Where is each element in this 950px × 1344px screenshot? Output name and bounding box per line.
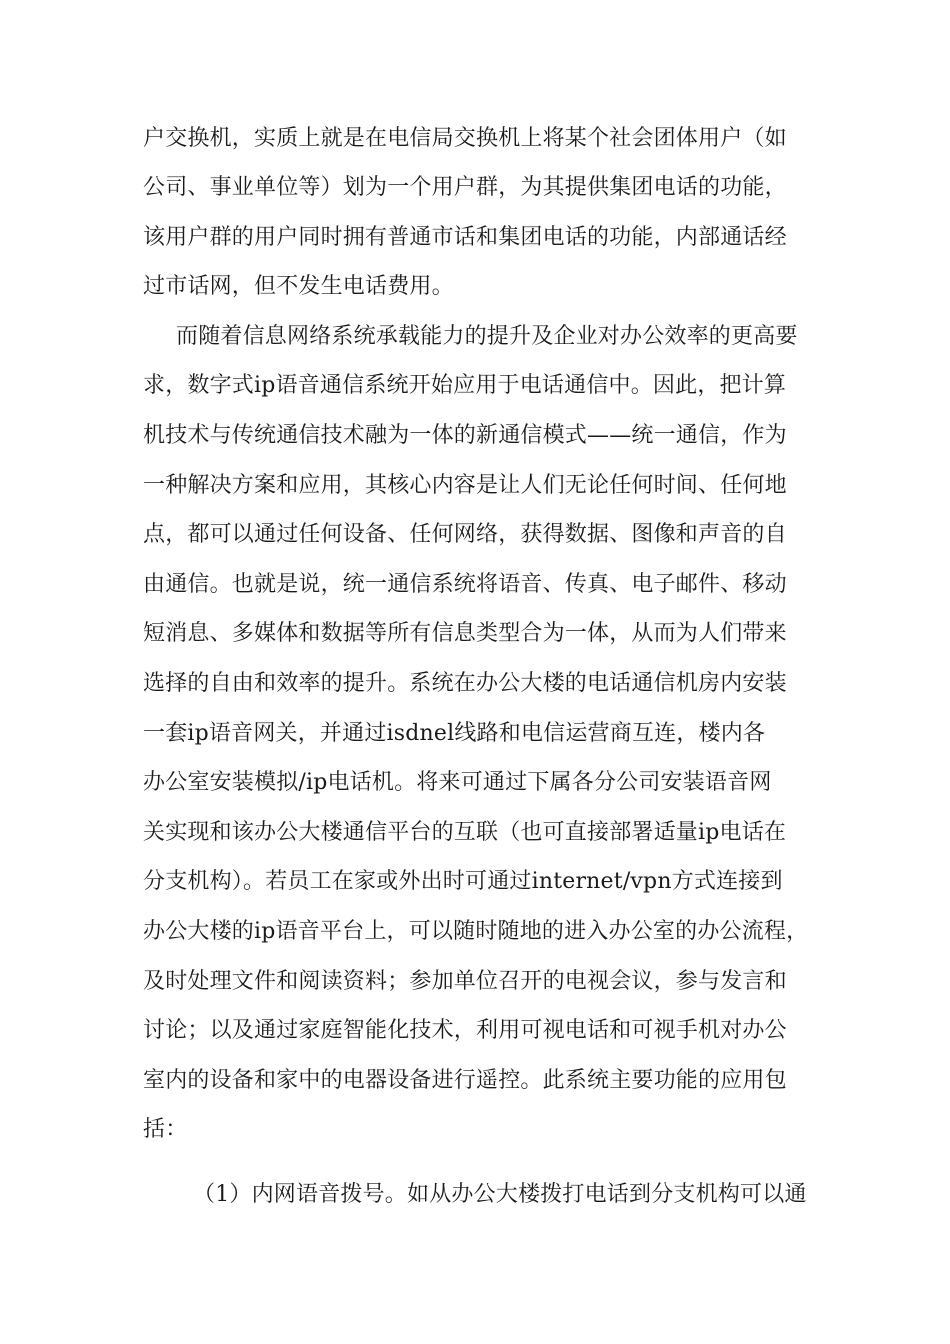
text-line-21: 括：	[143, 1117, 188, 1142]
text-line-16: 分支机构）。若员工在家或外出时可通过internet/vpn方式连接到	[143, 869, 783, 894]
text-line-2: 公司、事业单位等）划为一个用户群，为其提供集团电话的功能，	[143, 175, 787, 200]
text-line-15: 关实现和该办公大楼通信平台的互联（也可直接部署适量ip电话在	[143, 820, 787, 845]
text-line-5: 而随着信息网络系统承载能力的提升及企业对办公效率的更高要	[176, 324, 798, 349]
text-line-20: 室内的设备和家中的电器设备进行遥控。此系统主要功能的应用包	[143, 1068, 787, 1093]
text-line-4: 过市话网，但不发生电话费用。	[143, 274, 454, 299]
text-line-11: 短消息、多媒体和数据等所有信息类型合为一体，从而为人们带来	[143, 621, 787, 646]
text-line-17: 办公大楼的ip语音平台上，可以随时随地的进入办公室的办公流程，	[143, 919, 809, 944]
text-line-12: 选择的自由和效率的提升。系统在办公大楼的电话通信机房内安装	[143, 671, 787, 696]
text-line-9: 点，都可以通过任何设备、任何网络，获得数据、图像和声音的自	[143, 522, 787, 547]
text-line-14: 办公室安装模拟/ip电话机。将来可通过下属各分公司安装语音网	[143, 770, 772, 795]
text-line-6: 求，数字式ip语音通信系统开始应用于电话通信中。因此，把计算	[143, 373, 787, 398]
text-line-8: 一种解决方案和应用，其核心内容是让人们无论任何时间、任何地	[143, 473, 787, 498]
text-line-22: （1）内网语音拨号。如从办公大楼拨打电话到分支机构可以通	[193, 1182, 807, 1207]
text-line-19: 讨论；以及通过家庭智能化技术，利用可视电话和可视手机对办公	[143, 1018, 787, 1043]
text-line-7: 机技术与传统通信技术融为一体的新通信模式——统一通信，作为	[143, 423, 787, 448]
text-line-18: 及时处理文件和阅读资料；参加单位召开的电视会议，参与发言和	[143, 969, 787, 994]
text-line-13: 一套ip语音网关，并通过isdnel线路和电信运营商互连，楼内各	[143, 721, 766, 746]
text-line-10: 由通信。也就是说，统一通信系统将语音、传真、电子邮件、移动	[143, 572, 787, 597]
text-line-3: 该用户群的用户同时拥有普通市话和集团电话的功能，内部通话经	[143, 225, 787, 250]
text-line-1: 户交换机，实质上就是在电信局交换机上将某个社会团体用户（如	[143, 126, 787, 151]
